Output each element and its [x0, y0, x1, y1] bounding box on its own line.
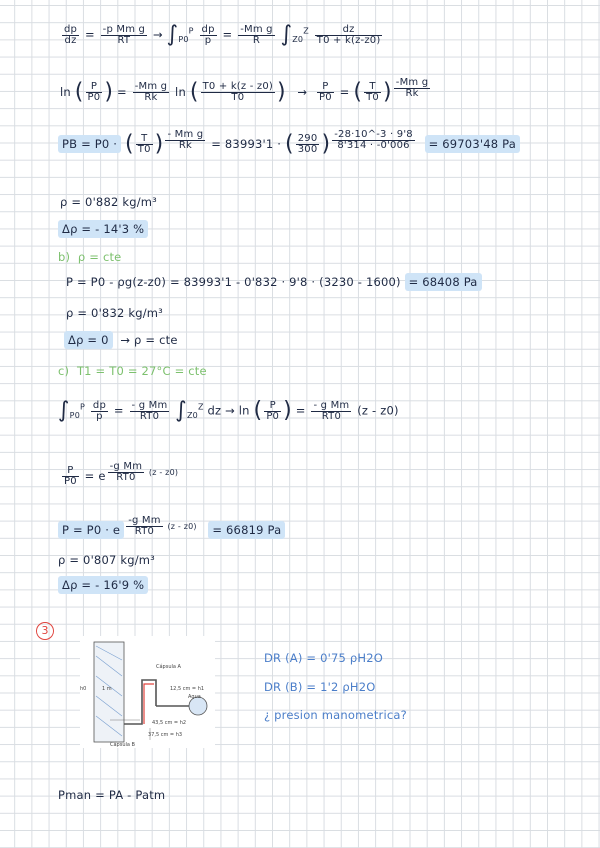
figure-label-1m: 1 m: [102, 686, 112, 692]
equation-c2: $\frac{P}{P0}$ = e $^{\frac{\text{-g Mm}}{RT0} (z - z0)}$: [64, 461, 179, 487]
figure-label-h3: 37,5 cm = h3: [148, 732, 183, 738]
note-dr-b: DR (B) = 1'2 ρH2O: [264, 680, 376, 694]
manometer-figure: [80, 636, 215, 748]
equation-3: PB = P0 · ( $\frac{T}{T0}$ ) $^{\frac{\text{- Mm g}}{Rk}}$ = 83993'1 · ( $\frac{290}{300}$ ) $^{\frac{-28\cdot 10\^{}-3 \cdot 9'8}{8'314 \cdot -0'006}}$ = 69703'48 Pa: [58, 130, 520, 155]
part-b-heading: b) ρ = cte: [58, 250, 122, 264]
part-c-heading: c) T1 = T0 = 27°C = cte: [58, 364, 207, 378]
delta-rho-b: Δρ = 0 → ρ = cte: [64, 335, 178, 347]
figure-label-h2: 43,5 cm = h2: [152, 720, 187, 726]
figure-label-capsula-b: Cápsula B: [110, 742, 135, 748]
figure-label-capsula: Cápsula A: [156, 664, 181, 670]
delta-rho-a: Δρ = - 14'3 %: [58, 224, 148, 236]
rho-result-a: ρ = 0'882 kg/m³: [60, 195, 157, 209]
final-equation: Pman = PA - Patm: [58, 788, 166, 802]
rho-result-c: ρ = 0'807 kg/m³: [58, 553, 155, 567]
figure-label-h0: h0: [80, 686, 87, 692]
equation-2: ln ( $\frac{P}{P0}$ ) = $\frac{\text{-Mm g}}{Rk}$ ln ( $\frac{T0 + k(z - z0)}{T0}$ ) → $\frac{P}{P0}$ = ( $\frac{T}{T0}$ ) $^{\frac{\text{-Mm g}}{Rk}}$: [60, 77, 429, 105]
delta-rho-c: Δρ = - 16'9 %: [58, 580, 148, 592]
note-question: ¿ presion manometrica?: [264, 708, 407, 722]
equation-1: $\frac{dp}{dz}$ = $\frac{\text{-p Mm g}}{RT}$ → $\int_{P0}^P$ $\frac{dp}{p}$ = $\frac{\text{-Mm g}}{R}$ $\int_{Z0}^Z$ $\frac{dz}{T0 + k(z-z0)}$: [64, 22, 381, 47]
rho-result-b: ρ = 0'832 kg/m³: [66, 306, 163, 320]
equation-c: $\int_{P0}^P$ $\frac{dp}{p}$ = $\frac{\text{- g Mm}}{RT0}$ $\int_{Z0}^Z$ dz → ln ( $\frac{P}{P0}$ ) = $\frac{\text{- g Mm}}{RT0}$ (z - z0): [58, 398, 399, 423]
figure-label-h1: 12,5 cm = h1: [170, 686, 205, 692]
figure-label-agua: Agua: [188, 694, 201, 700]
problem-number-badge: 3: [36, 622, 54, 640]
equation-c3: P = P0 · e $^{\frac{\text{-g Mm}}{RT0} (z - z0)}$ = 66819 Pa: [58, 516, 285, 537]
note-dr-a: DR (A) = 0'75 ρH2O: [264, 651, 383, 665]
equation-b: P = P0 - ρg(z-z0) = 83993'1 - 0'832 · 9'8 · (3230 - 1600) = 68408 Pa: [66, 277, 482, 289]
